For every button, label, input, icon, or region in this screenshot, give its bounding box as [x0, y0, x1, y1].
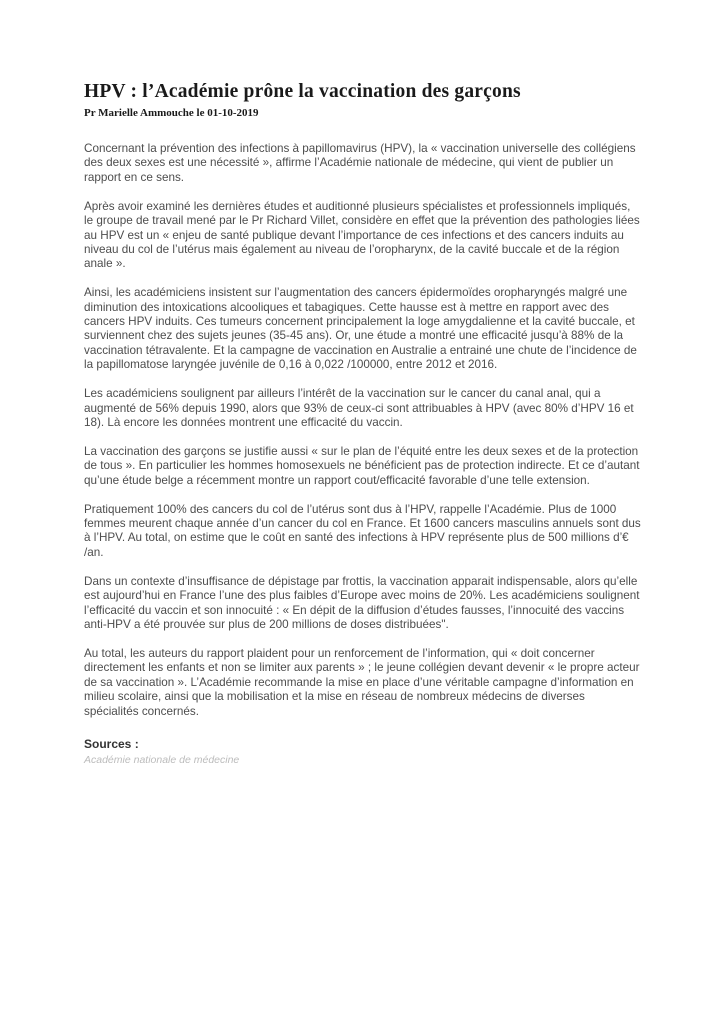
article-paragraph-5: La vaccination des garçons se justifie aussi « sur le plan de l’équité entre les deux sexes et de la protection de tous ». En particulier les hommes homosexuels ne bénéficient pas de protection indirecte. Et ce d’autant qu’une étude belge a récemment montre un rapport cout/efficacité favorable d’une telle extension.: [84, 444, 640, 487]
source-item: Académie nationale de médecine: [84, 753, 240, 766]
article-title: HPV : l’Académie prône la vaccination des garçons: [84, 81, 521, 102]
article-paragraph-6: Pratiquement 100% des cancers du col de l’utérus sont dus à l’HPV, rappelle l’Académie. Plus de 1000 femmes meurent chaque année d’un cancer du col en France. Et 1600 cancers masculins annuels sont dus à l’HPV. Au total, on estime que le coût en santé des infections à HPV représente plus de 500 millions d’€ /an.: [84, 502, 641, 559]
article-paragraph-8: Au total, les auteurs du rapport plaident pour un renforcement de l’information, qui « doit concerner directement les enfants et non se limiter aux parents » ; le jeune collégien devant devenir « le propre acteur de sa vaccination ». L’Académie recommande la mise en place d’une véritable campagne d’information en milieu scolaire, ainsi que la mobilisation et la mise en réseau de nombreux médecins de diverses spécialités concernés.: [84, 646, 640, 718]
article-paragraph-7: Dans un contexte d’insuffisance de dépistage par frottis, la vaccination apparait indispensable, alors qu’elle est aujourd’hui en France l’une des plus faibles d’Europe avec moins de 20%. Les académiciens soulignent l’efficacité du vaccin et son innocuité : « En dépit de la diffusion d’études fausses, l’innocuité des vaccins anti-HPV a été prouvée sur plus de 200 millions de doses distribuées".: [84, 574, 640, 631]
article-paragraph-4: Les académiciens soulignent par ailleurs l’intérêt de la vaccination sur le cancer du canal anal, qui a augmenté de 56% depuis 1990, alors que 93% de ceux-ci sont attribuables à HPV (avec 80% d’HPV 16 et 18). Là encore les données montrent une efficacité du vaccin.: [84, 387, 634, 429]
article-paragraph-1: Concernant la prévention des infections à papillomavirus (HPV), la « vaccination universelle des collégiens des deux sexes est une nécessité », affirme l’Académie nationale de médecine, qui vient de publier un rapport en ce sens.: [84, 142, 636, 184]
article-paragraph-2: Après avoir examiné les dernières études et auditionné plusieurs spécialistes et professionnels impliqués, le groupe de travail mené par le Pr Richard Villet, considère en effet que la prévention des pathologies liées au HPV est un « enjeu de santé publique devant l’importance de ces infections et des cancers induits au niveau du col de l’utérus mais également au niveau de l’oropharynx, de la cavité buccale et de la région anale ».: [84, 199, 640, 271]
article-byline: Pr Marielle Ammouche le 01-10-2019: [84, 107, 259, 119]
article-body: [84, 142, 641, 719]
sources-heading: Sources :: [84, 736, 139, 751]
article-paragraph-3: Ainsi, les académiciens insistent sur l’augmentation des cancers épidermoïdes oropharyngés malgré une diminution des intoxications alcooliques et tabagiques. Cette hausse est à mettre en rapport avec des cancers HPV induits. Ces tumeurs concernent principalement la loge amygdalienne et la cavité buccale, et surviennent chez des sujets jeunes (35-45 ans). Or, une étude a montré une efficacité jusqu’à 88% de la vaccination tétravalente. Et la campagne de vaccination en Australie a entrainé une chute de l’incidence de la papillomatose laryngée juvénile de 0,16 à 0,022 /100000, entre 2012 et 2016.: [84, 286, 637, 372]
